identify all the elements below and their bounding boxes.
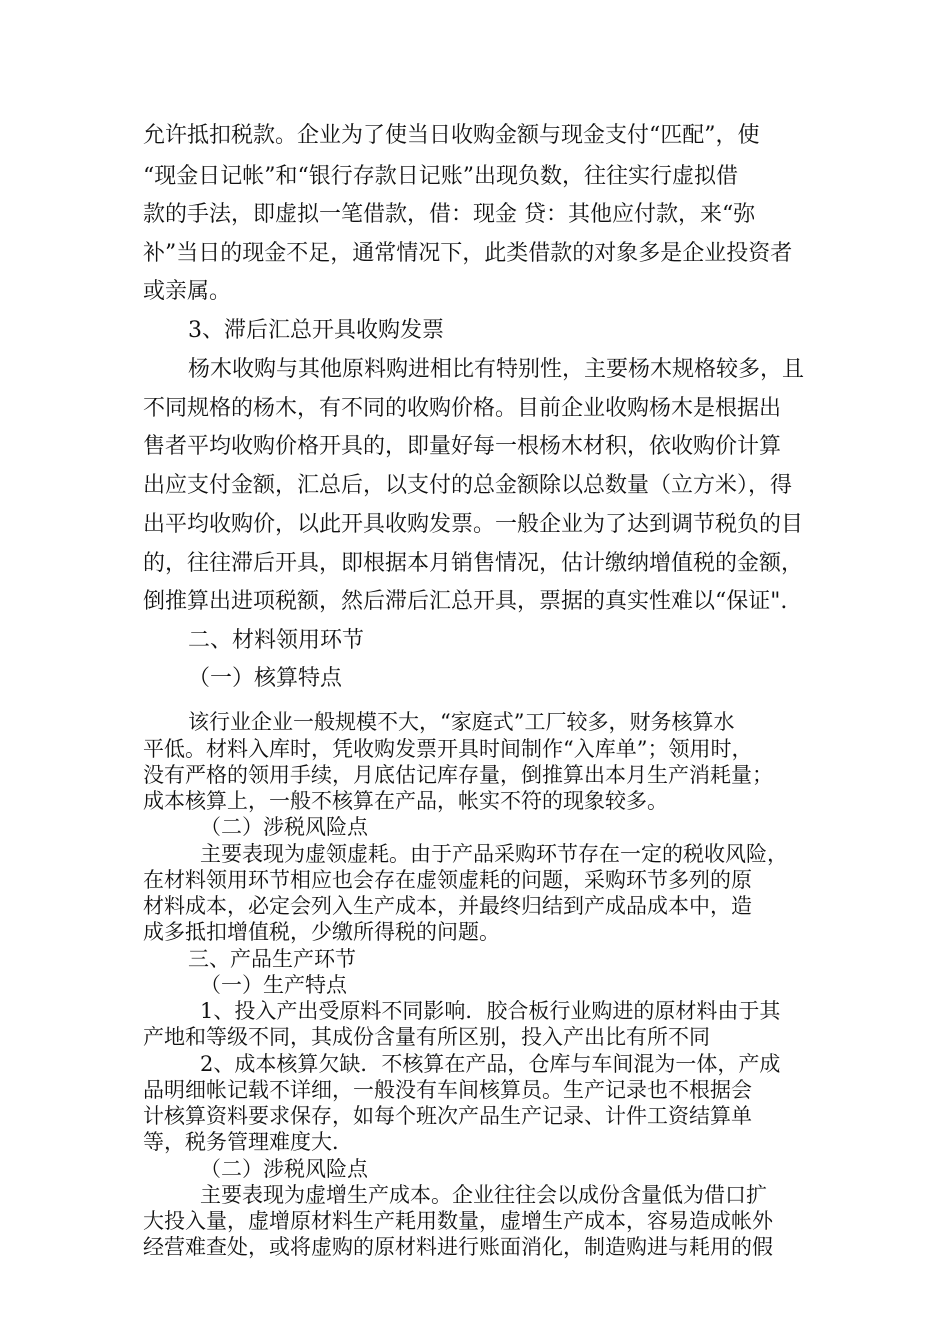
text-line: 出平均收购价，以此开具收购发票。一般企业为了达到调节税负的目 <box>143 512 804 537</box>
text-line: 2、成本核算欠缺．不核算在产品，仓库与车间混为一体，产成 <box>200 1052 781 1076</box>
subsection-heading: （二）涉税风险点 <box>200 815 368 839</box>
text-line: 等，税务管理难度大． <box>143 1130 353 1154</box>
text-line: 允许抵扣税款。企业为了使当日收购金额与现金支付“匹配”，使 <box>143 123 760 148</box>
text-line: 材料成本，必定会列入生产成本，并最终归结到产成品成本中，造 <box>143 894 752 918</box>
text-line: 在材料领用环节相应也会存在虚领虚耗的问题，采购环节多列的原 <box>143 868 752 892</box>
text-line: 售者平均收购价格开具的，即量好每一根杨木材积，依收购价计算 <box>143 434 782 459</box>
subsection-heading: （一）生产特点 <box>200 973 347 997</box>
text-line: 出应支付金额，汇总后，以支付的总金额除以总数量（立方米），得 <box>143 473 793 498</box>
text-line: 成本核算上，一般不核算在产品，帐实不符的现象较多。 <box>143 789 668 813</box>
section-heading: 三、产品生产环节 <box>188 947 356 971</box>
text-line: 品明细帐记载不详细，一般没有车间核算员。生产记录也不根据会 <box>143 1078 752 1102</box>
text-line: 产地和等级不同，其成份含量有所区别，投入产出比有所不同 <box>143 1025 710 1049</box>
text-line: 1、投入产出受原料不同影响．胶合板行业购进的原材料由于其 <box>200 999 781 1023</box>
text-line: 或亲属。 <box>143 279 232 304</box>
text-line: 成多抵扣增值税，少缴所得税的问题。 <box>143 920 500 944</box>
text-line: 该行业企业一般规模不大，“家庭式”工厂较多，财务核算水 <box>188 710 735 734</box>
text-line: 平低。材料入库时，凭收购发票开具时间制作“入库单”；领用时， <box>143 737 753 761</box>
text-line: 计核算资料要求保存，如每个班次产品生产记录、计件工资结算单 <box>143 1104 752 1128</box>
text-line: 没有严格的领用手续，月底估记库存量，倒推算出本月生产消耗量； <box>143 763 773 787</box>
text-line: 倒推算出进项税额，然后滞后汇总开具，票据的真实性难以“保证". <box>143 589 788 614</box>
text-line: 补”当日的现金不足，通常情况下，此类借款的对象多是企业投资者 <box>143 241 793 266</box>
section-heading: 二、材料领用环节 <box>188 628 365 653</box>
text-line: 大投入量，虚增原材料生产耗用数量，虚增生产成本，容易造成帐外 <box>143 1209 773 1233</box>
text-line: 主要表现为虚增生产成本。企业往往会以成份含量低为借口扩 <box>200 1183 767 1207</box>
section-heading: 3、滞后汇总开具收购发票 <box>188 318 444 343</box>
text-line: “现金日记帐”和“银行存款日记账”出现负数，往往实行虚拟借 <box>143 164 738 189</box>
text-line: 经营难查处，或将虚购的原材料进行账面消化，制造购进与耗用的假 <box>143 1235 773 1259</box>
text-line: 款的手法，即虚拟一笔借款，借：现金 贷：其他应付款，来“弥 <box>143 202 756 227</box>
text-line: 不同规格的杨木，有不同的收购价格。目前企业收购杨木是根据出 <box>143 396 782 421</box>
text-line: 杨木收购与其他原料购进相比有特别性，主要杨木规格较多，且 <box>188 357 805 382</box>
text-line: 的，往往滞后开具，即根据本月销售情况，估计缴纳增值税的金额， <box>143 551 804 576</box>
subsection-heading: （二）涉税风险点 <box>200 1157 368 1181</box>
subsection-heading: （一）核算特点 <box>188 666 343 691</box>
text-line: 主要表现为虚领虚耗。由于产品采购环节存在一定的税收风险， <box>200 842 788 866</box>
